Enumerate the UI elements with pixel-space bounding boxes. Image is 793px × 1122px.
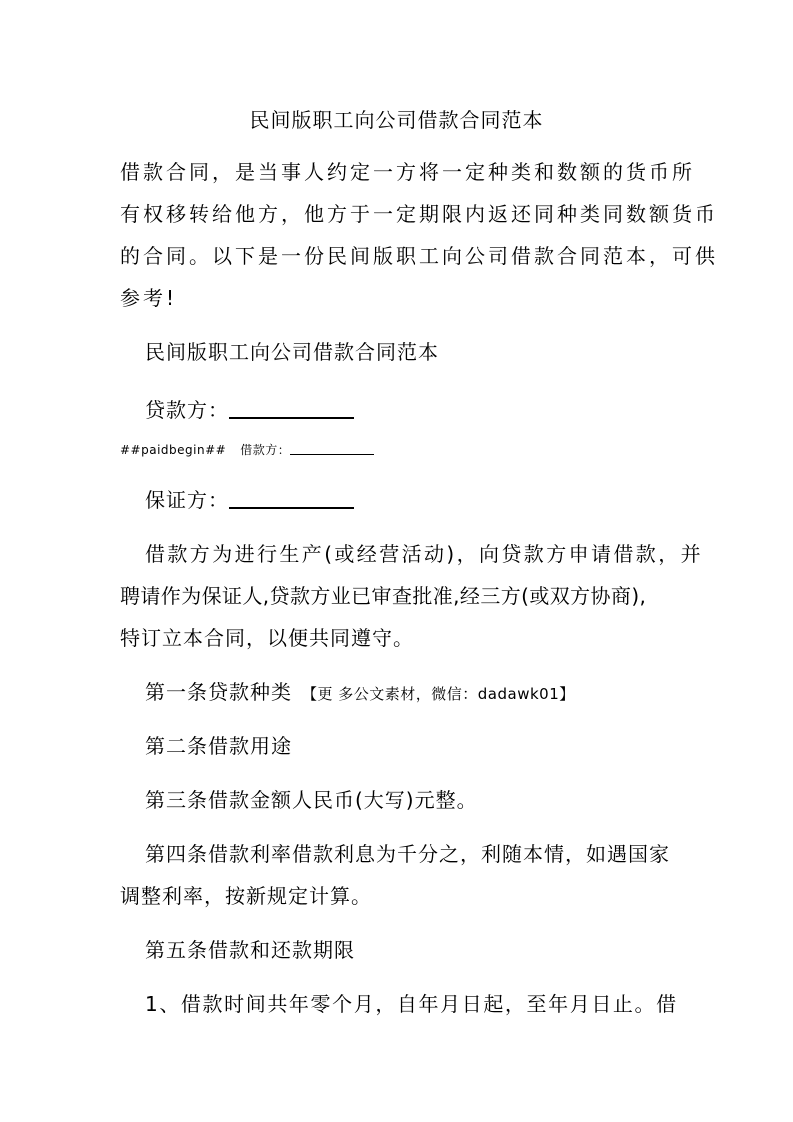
- article-4-line-2: 调整利率，按新规定计算。: [120, 884, 372, 908]
- paid-marker: ##paidbegin##: [120, 443, 227, 457]
- article-5: 第五条借款和还款期限: [145, 938, 355, 962]
- intro-line-2: 有权移转给他方，他方于一定期限内返还同种类同数额货币: [120, 202, 718, 226]
- borrower-row: [120, 442, 374, 458]
- article-1: 第一条贷款种类: [145, 680, 292, 704]
- lender-row: [145, 398, 354, 422]
- borrower-blank: [290, 442, 374, 455]
- guarantor-row: [145, 488, 354, 512]
- article-3: 第三条借款金额人民币(大写)元整。: [145, 788, 478, 812]
- intro-line-3: 的合同。以下是一份民间版职工向公司借款合同范本，可供: [120, 244, 718, 268]
- promo-note: 【更 多公文素材，微信：dadawk01】: [302, 685, 575, 703]
- guarantor-blank: [229, 489, 354, 509]
- subtitle: 民间版职工向公司借款合同范本: [145, 340, 439, 364]
- intro-line-4: 参考!: [120, 286, 178, 310]
- lender-blank: [229, 399, 354, 419]
- document-title: 民间版职工向公司借款合同范本: [249, 108, 544, 132]
- article-2: 第二条借款用途: [145, 734, 292, 758]
- item-1: 1、借款时间共年零个月，自年月日起，至年月日止。借: [145, 992, 678, 1016]
- article-1-row: [145, 680, 575, 706]
- preamble-line-2: 聘请作为保证人,贷款方业已审查批准,经三方(或双方协商),: [120, 584, 647, 608]
- borrower-label: 借款方：: [240, 443, 291, 457]
- lender-label: 贷款方：: [145, 398, 229, 422]
- guarantor-label: 保证方：: [145, 488, 229, 512]
- preamble-line-1: 借款方为进行生产(或经营活动)，向贷款方申请借款，并: [145, 542, 704, 566]
- article-4-line-1: 第四条借款利率借款利息为千分之，利随本情，如遇国家: [145, 842, 670, 866]
- intro-line-1: 借款合同，是当事人约定一方将一定种类和数额的货币所: [120, 160, 695, 184]
- preamble-line-3: 特订立本合同，以便共同遵守。: [120, 626, 414, 650]
